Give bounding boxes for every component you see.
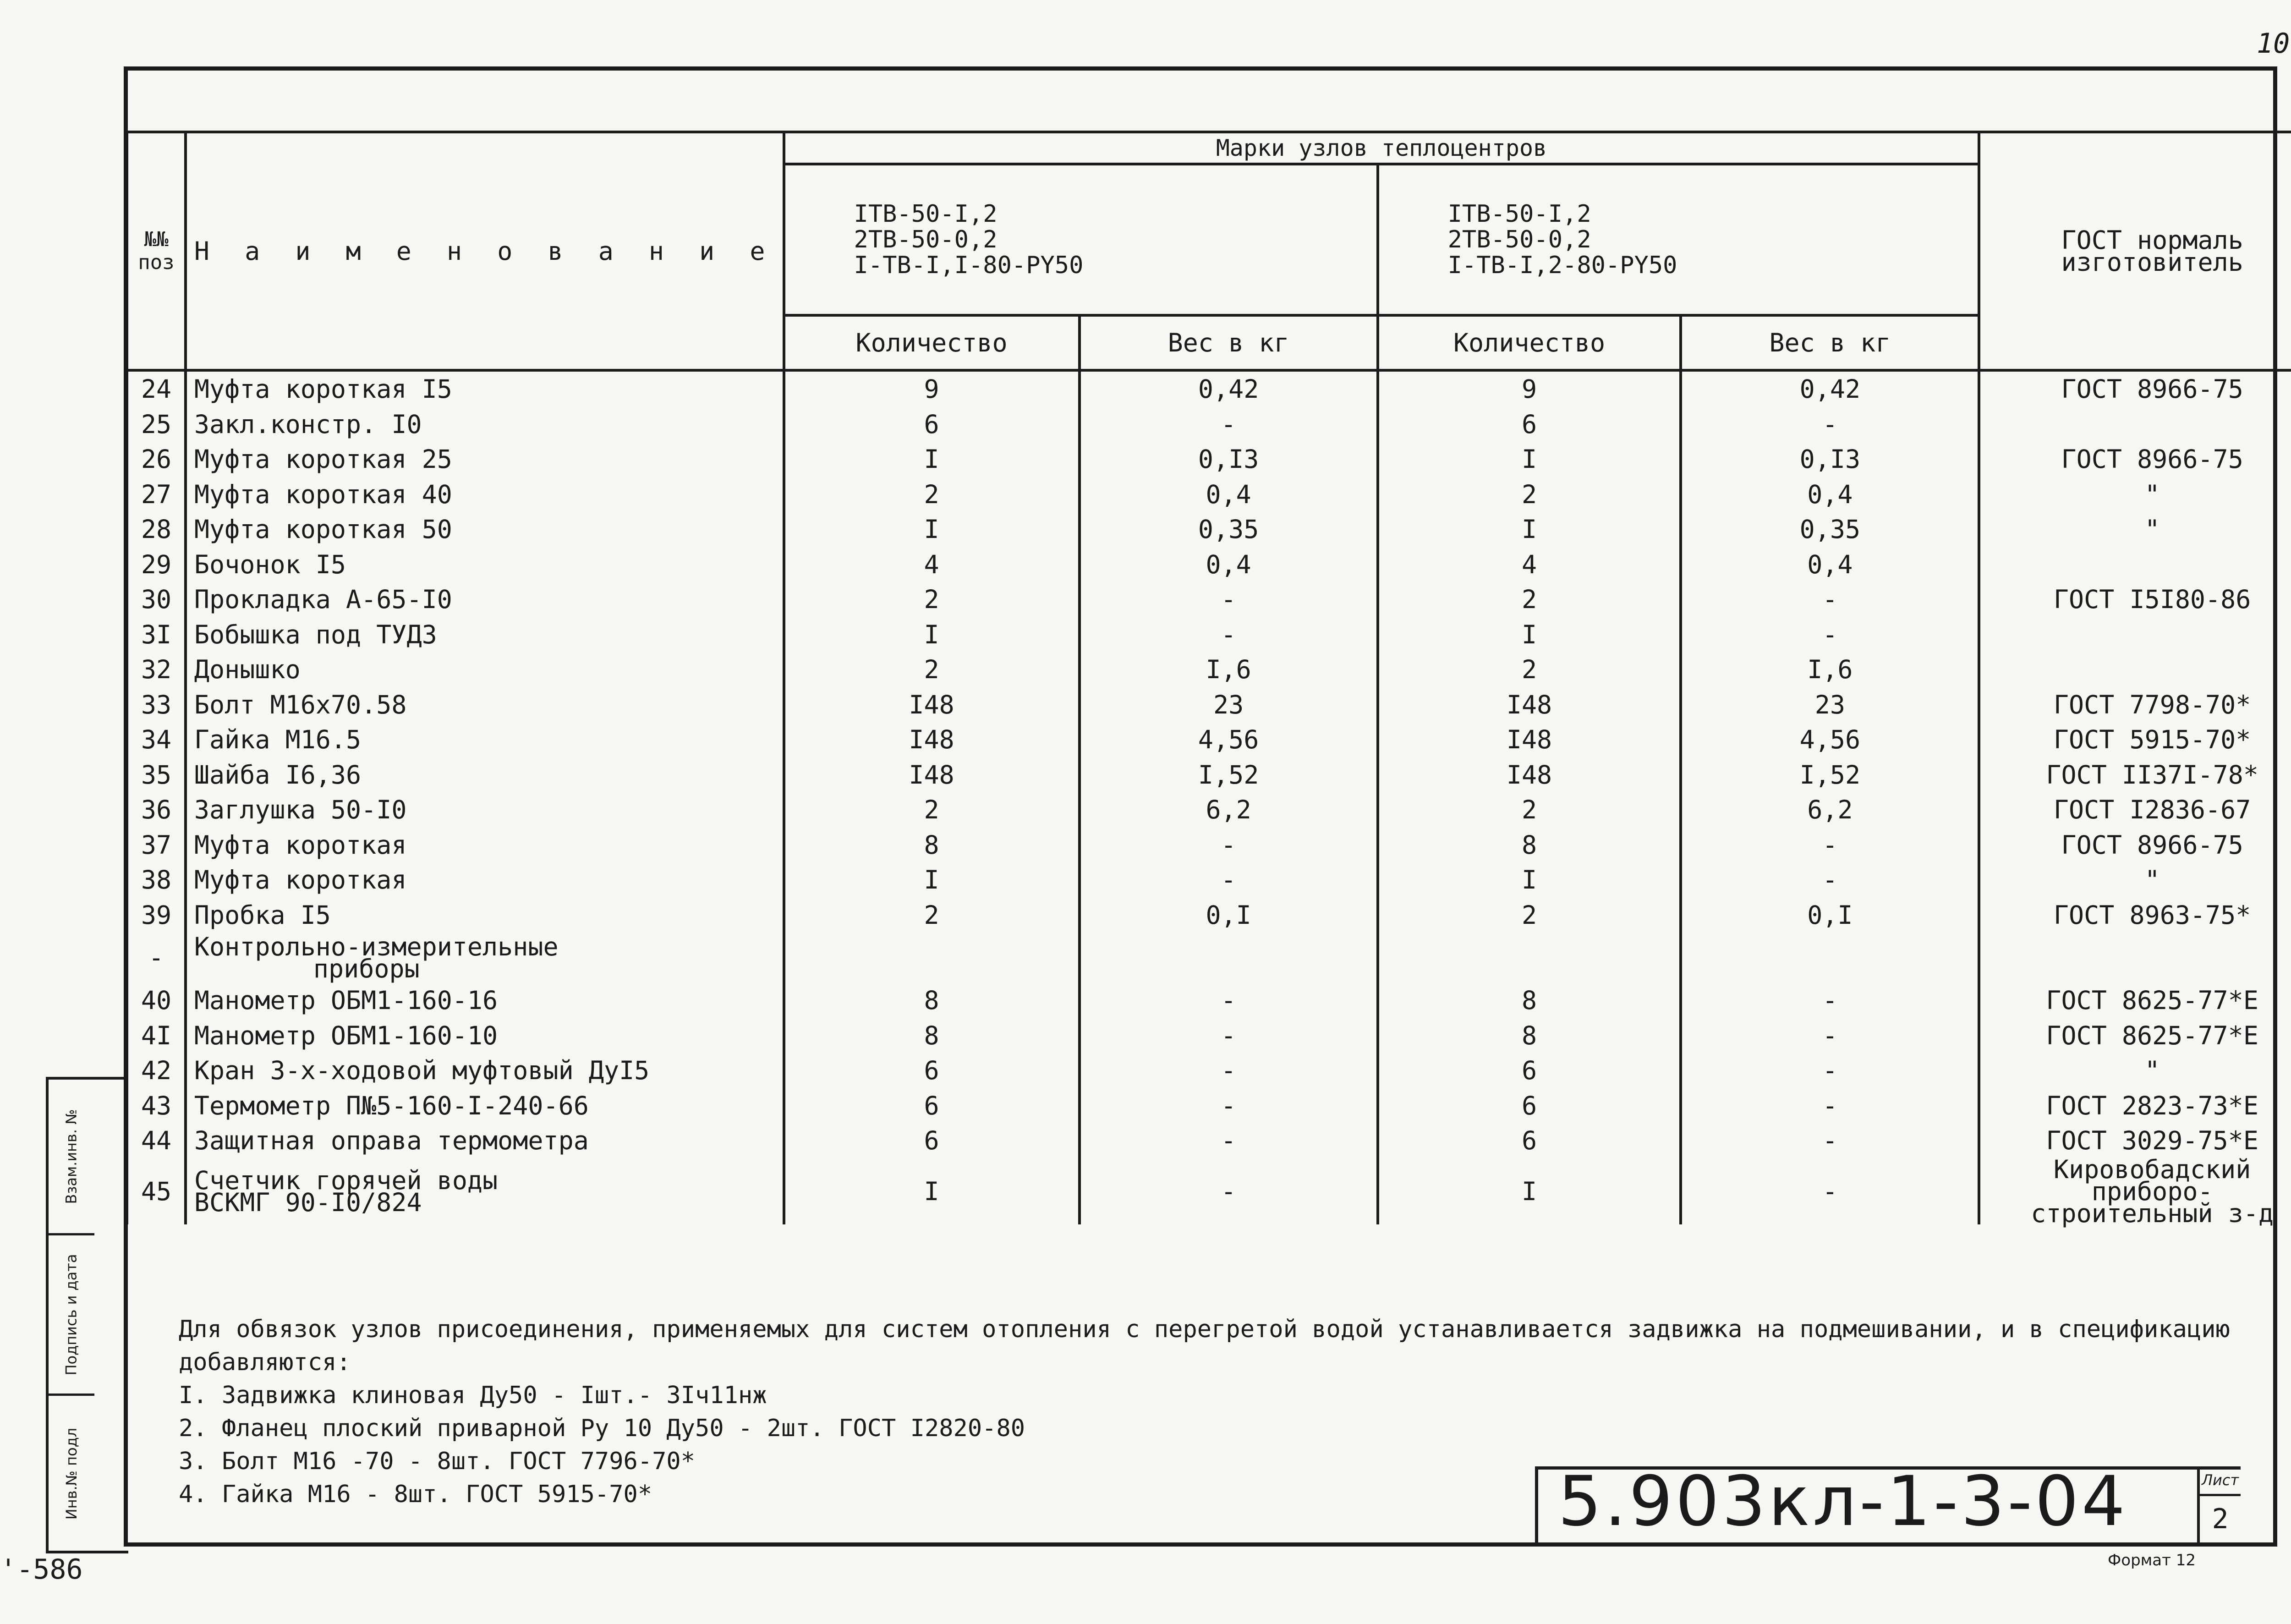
row-qty-1: 2 xyxy=(784,792,1080,828)
row-weight-1: 0,4 xyxy=(1080,547,1378,582)
table-row xyxy=(127,983,2291,1018)
row-pos: 34 xyxy=(127,722,186,757)
row-qty-2: I48 xyxy=(1378,757,1681,793)
strip-original-inv: Инв.№ подл xyxy=(63,1427,81,1520)
document-reference: '-586 xyxy=(0,1553,83,1586)
row-qty-1: 8 xyxy=(784,983,1080,1018)
table-row xyxy=(127,1088,2291,1124)
note-item: 2. Фланец плоский приварной Ру 10 Ду50 - 2шт. ГОСТ I2820-80 xyxy=(179,1415,1025,1442)
row-pos: 38 xyxy=(127,862,186,898)
row-weight-2: 0,35 xyxy=(1681,512,1979,547)
row-gost: ГОСТ I5I80-86 xyxy=(1979,582,2291,617)
row-gost: ГОСТ I2836-67 xyxy=(1979,792,2291,828)
row-weight-2: - xyxy=(1681,617,1979,653)
row-qty-1: I48 xyxy=(784,757,1080,793)
row-gost: " xyxy=(1979,1053,2291,1088)
row-name: Защитная оправа термометра xyxy=(186,1123,784,1158)
row-qty-1: 6 xyxy=(784,407,1080,442)
row-name: Шайба I6,36 xyxy=(186,757,784,793)
header-pos: №№ поз xyxy=(127,132,186,370)
row-gost: ГОСТ II37I-78* xyxy=(1979,757,2291,793)
strip-signature-date: Подпись и дата xyxy=(49,1235,94,1396)
row-qty-1: I48 xyxy=(784,722,1080,757)
row-name: Муфта короткая xyxy=(186,862,784,898)
row-name: Заглушка 50-I0 xyxy=(186,792,784,828)
row-qty-2 xyxy=(1378,933,1681,983)
row-gost xyxy=(1979,933,2291,983)
row-name: Манометр ОБМ1-160-10 xyxy=(186,1018,784,1053)
row-qty-2: 2 xyxy=(1378,582,1681,617)
row-weight-2: - xyxy=(1681,1123,1979,1158)
row-weight-1: - xyxy=(1080,1123,1378,1158)
row-weight-1: - xyxy=(1080,407,1378,442)
row-weight-2: - xyxy=(1681,1088,1979,1124)
row-qty-1: 2 xyxy=(784,652,1080,687)
row-qty-2: 6 xyxy=(1378,1053,1681,1088)
sheet-label: Лист xyxy=(2200,1466,2241,1496)
header-marks: Марки узлов теплоцентров xyxy=(784,132,1979,164)
row-pos: 44 xyxy=(127,1123,186,1158)
row-qty-1: 2 xyxy=(784,898,1080,933)
row-weight-2: 0,42 xyxy=(1681,370,1979,407)
row-weight-1: 4,56 xyxy=(1080,722,1378,757)
table-row xyxy=(127,442,2291,477)
row-pos: - xyxy=(127,933,186,983)
table-row xyxy=(127,477,2291,512)
row-weight-2 xyxy=(1681,933,1979,983)
row-gost: ГОСТ 3029-75*Е xyxy=(1979,1123,2291,1158)
row-qty-2: I48 xyxy=(1378,687,1681,723)
table-row xyxy=(127,757,2291,793)
row-name: Болт М16х70.58 xyxy=(186,687,784,723)
header-qty-1: Количество xyxy=(784,315,1080,370)
table-row xyxy=(127,862,2291,898)
row-weight-1: - xyxy=(1080,1018,1378,1053)
table-row xyxy=(127,1053,2291,1088)
strip-replacement-inv: Взам.инв. № xyxy=(49,1080,94,1235)
row-weight-1: - xyxy=(1080,828,1378,863)
header-mark-group-1: ITB-50-I,2 2TB-50-0,2 I-TB-I,I-80-PY50 xyxy=(784,164,1378,315)
row-pos: 30 xyxy=(127,582,186,617)
note-item: I. Задвижка клиновая Ду50 - Iшт.- 3Iч11нж xyxy=(179,1382,767,1409)
row-weight-1: - xyxy=(1080,862,1378,898)
row-pos: 45 xyxy=(127,1158,186,1224)
row-weight-1: 0,4 xyxy=(1080,477,1378,512)
row-gost: ГОСТ 8966-75 xyxy=(1979,370,2291,407)
row-weight-2: - xyxy=(1681,983,1979,1018)
row-qty-1: I xyxy=(784,1158,1080,1224)
row-name: Муфта короткая I5 xyxy=(186,370,784,407)
row-weight-2: I,52 xyxy=(1681,757,1979,793)
row-gost: " xyxy=(1979,512,2291,547)
row-name: Муфта короткая 25 xyxy=(186,442,784,477)
row-qty-2: I xyxy=(1378,617,1681,653)
row-gost: Кировобадский приборо- строительный з-д xyxy=(1979,1158,2291,1224)
row-qty-1: 6 xyxy=(784,1123,1080,1158)
row-qty-2: 2 xyxy=(1378,792,1681,828)
table-row xyxy=(127,512,2291,547)
row-name: Закл.констр. I0 xyxy=(186,407,784,442)
header-gost: ГОСТ нормаль изготовитель xyxy=(1979,132,2291,370)
row-pos: 25 xyxy=(127,407,186,442)
table-row xyxy=(127,370,2291,407)
row-weight-2: 6,2 xyxy=(1681,792,1979,828)
row-qty-1: I xyxy=(784,442,1080,477)
table-row xyxy=(127,792,2291,828)
row-name: Муфта короткая xyxy=(186,828,784,863)
format-label: Формат 12 xyxy=(2108,1551,2196,1569)
row-name: Бобышка под ТУД3 xyxy=(186,617,784,653)
row-weight-1: - xyxy=(1080,983,1378,1018)
row-weight-2: - xyxy=(1681,1018,1979,1053)
row-qty-2: 9 xyxy=(1378,370,1681,407)
row-qty-1: 8 xyxy=(784,1018,1080,1053)
row-weight-2: 4,56 xyxy=(1681,722,1979,757)
table-row xyxy=(127,933,2291,983)
table-row xyxy=(127,1123,2291,1158)
row-pos: 35 xyxy=(127,757,186,793)
row-weight-2: 0,4 xyxy=(1681,547,1979,582)
row-weight-2: - xyxy=(1681,828,1979,863)
row-qty-1: I48 xyxy=(784,687,1080,723)
row-weight-2: - xyxy=(1681,407,1979,442)
row-gost: ГОСТ 8625-77*Е xyxy=(1979,1018,2291,1053)
row-qty-2: 8 xyxy=(1378,1018,1681,1053)
row-qty-2: 8 xyxy=(1378,828,1681,863)
row-qty-1: I xyxy=(784,512,1080,547)
row-pos: 3I xyxy=(127,617,186,653)
row-pos: 24 xyxy=(127,370,186,407)
row-gost: ГОСТ 8966-75 xyxy=(1979,828,2291,863)
row-gost: ГОСТ 8625-77*Е xyxy=(1979,983,2291,1018)
row-pos: 29 xyxy=(127,547,186,582)
row-gost: " xyxy=(1979,477,2291,512)
table-row xyxy=(127,687,2291,723)
row-qty-1: 6 xyxy=(784,1053,1080,1088)
row-name: Муфта короткая 40 xyxy=(186,477,784,512)
row-name: Муфта короткая 50 xyxy=(186,512,784,547)
note-item: 4. Гайка М16 - 8шт. ГОСТ 5915-70* xyxy=(179,1481,652,1508)
sheet-value: 2 xyxy=(2212,1503,2229,1535)
header-weight-2: Вес в кг xyxy=(1681,315,1979,370)
row-pos: 43 xyxy=(127,1088,186,1124)
row-weight-2: - xyxy=(1681,862,1979,898)
row-name: Контрольно-измерительные приборы xyxy=(186,933,784,983)
row-gost xyxy=(1979,652,2291,687)
row-weight-2: I,6 xyxy=(1681,652,1979,687)
row-qty-2: 2 xyxy=(1378,477,1681,512)
row-weight-1 xyxy=(1080,933,1378,983)
row-gost: ГОСТ 7798-70* xyxy=(1979,687,2291,723)
note-item: 3. Болт М16 -70 - 8шт. ГОСТ 7796-70* xyxy=(179,1448,696,1475)
row-gost xyxy=(1979,617,2291,653)
row-gost: ГОСТ 8966-75 xyxy=(1979,442,2291,477)
row-qty-1: 2 xyxy=(784,582,1080,617)
row-weight-1: - xyxy=(1080,582,1378,617)
row-gost: " xyxy=(1979,862,2291,898)
specification-rows xyxy=(127,370,2291,1228)
row-pos: 36 xyxy=(127,792,186,828)
row-name: Бочонок I5 xyxy=(186,547,784,582)
row-weight-1: 0,42 xyxy=(1080,370,1378,407)
row-weight-1: 0,I3 xyxy=(1080,442,1378,477)
row-qty-2: I xyxy=(1378,512,1681,547)
row-name: Счетчик горячей воды ВСКМГ 90-I0/824 xyxy=(186,1158,784,1224)
row-name: Пробка I5 xyxy=(186,898,784,933)
row-pos: 33 xyxy=(127,687,186,723)
row-qty-1: 4 xyxy=(784,547,1080,582)
row-weight-2: 23 xyxy=(1681,687,1979,723)
notes-intro: Для обвязок узлов присоединения, применяемых для систем отопления с перегретой водой устанавливается задвижка на подмешивании, и в спецификацию добавляются: xyxy=(179,1316,2230,1376)
header-name: Н а и м е н о в а н и е xyxy=(186,132,784,370)
row-weight-2: - xyxy=(1681,582,1979,617)
row-weight-2: 0,I3 xyxy=(1681,442,1979,477)
row-gost: ГОСТ 5915-70* xyxy=(1979,722,2291,757)
row-name: Гайка М16.5 xyxy=(186,722,784,757)
specification-table xyxy=(126,131,2291,1228)
row-name: Донышко xyxy=(186,652,784,687)
row-weight-1: - xyxy=(1080,1158,1378,1224)
row-gost: ГОСТ 8963-75* xyxy=(1979,898,2291,933)
row-name: Прокладка А-65-I0 xyxy=(186,582,784,617)
sheet-box xyxy=(2197,1466,2241,1547)
row-weight-2: 0,I xyxy=(1681,898,1979,933)
row-weight-1: 6,2 xyxy=(1080,792,1378,828)
row-gost xyxy=(1979,407,2291,442)
row-weight-1: 0,35 xyxy=(1080,512,1378,547)
row-weight-1: I,6 xyxy=(1080,652,1378,687)
table-row xyxy=(127,1158,2291,1224)
row-pos: 42 xyxy=(127,1053,186,1088)
row-pos: 39 xyxy=(127,898,186,933)
row-qty-2: 6 xyxy=(1378,1088,1681,1124)
row-pos: 37 xyxy=(127,828,186,863)
document-code: 5.903кл-1-3-04 xyxy=(1558,1462,2128,1542)
row-qty-1 xyxy=(784,933,1080,983)
table-row xyxy=(127,547,2291,582)
row-qty-2: 6 xyxy=(1378,407,1681,442)
sheet-number-top: 10 xyxy=(2257,27,2290,60)
row-qty-2: 8 xyxy=(1378,983,1681,1018)
row-pos: 26 xyxy=(127,442,186,477)
table-row xyxy=(127,617,2291,653)
row-pos: 28 xyxy=(127,512,186,547)
table-row xyxy=(127,582,2291,617)
row-qty-2: I xyxy=(1378,862,1681,898)
row-name: Термометр П№5-160-I-240-66 xyxy=(186,1088,784,1124)
row-pos: 4I xyxy=(127,1018,186,1053)
row-pos: 27 xyxy=(127,477,186,512)
row-qty-1: 9 xyxy=(784,370,1080,407)
row-pos: 32 xyxy=(127,652,186,687)
row-weight-2: - xyxy=(1681,1053,1979,1088)
row-qty-1: I xyxy=(784,617,1080,653)
table-row xyxy=(127,898,2291,933)
row-qty-2: I48 xyxy=(1378,722,1681,757)
table-row xyxy=(127,1018,2291,1053)
row-qty-1: 8 xyxy=(784,828,1080,863)
table-row xyxy=(127,407,2291,442)
table-row xyxy=(127,652,2291,687)
row-gost: ГОСТ 2823-73*Е xyxy=(1979,1088,2291,1124)
row-qty-1: I xyxy=(784,862,1080,898)
row-weight-2: 0,4 xyxy=(1681,477,1979,512)
row-qty-2: I xyxy=(1378,442,1681,477)
row-weight-1: - xyxy=(1080,1053,1378,1088)
table-row xyxy=(127,828,2291,863)
header-weight-1: Вес в кг xyxy=(1080,315,1378,370)
row-name: Манометр ОБМ1-160-16 xyxy=(186,983,784,1018)
row-weight-1: - xyxy=(1080,617,1378,653)
row-qty-2: 2 xyxy=(1378,652,1681,687)
row-name: Кран 3-х-ходовой муфтовый ДуI5 xyxy=(186,1053,784,1088)
header-mark-group-2: ITB-50-I,2 2TB-50-0,2 I-TB-I,2-80-PY50 xyxy=(1378,164,1979,315)
row-gost xyxy=(1979,547,2291,582)
table-row xyxy=(127,722,2291,757)
side-stamp-strip xyxy=(46,1077,128,1553)
row-weight-1: - xyxy=(1080,1088,1378,1124)
row-qty-2: 2 xyxy=(1378,898,1681,933)
row-qty-2: 4 xyxy=(1378,547,1681,582)
row-qty-2: I xyxy=(1378,1158,1681,1224)
row-qty-1: 6 xyxy=(784,1088,1080,1124)
row-qty-2: 6 xyxy=(1378,1123,1681,1158)
row-weight-1: 23 xyxy=(1080,687,1378,723)
header-qty-2: Количество xyxy=(1378,315,1681,370)
row-weight-1: I,52 xyxy=(1080,757,1378,793)
row-qty-1: 2 xyxy=(784,477,1080,512)
row-weight-1: 0,I xyxy=(1080,898,1378,933)
row-pos: 40 xyxy=(127,983,186,1018)
row-weight-2: - xyxy=(1681,1158,1979,1224)
